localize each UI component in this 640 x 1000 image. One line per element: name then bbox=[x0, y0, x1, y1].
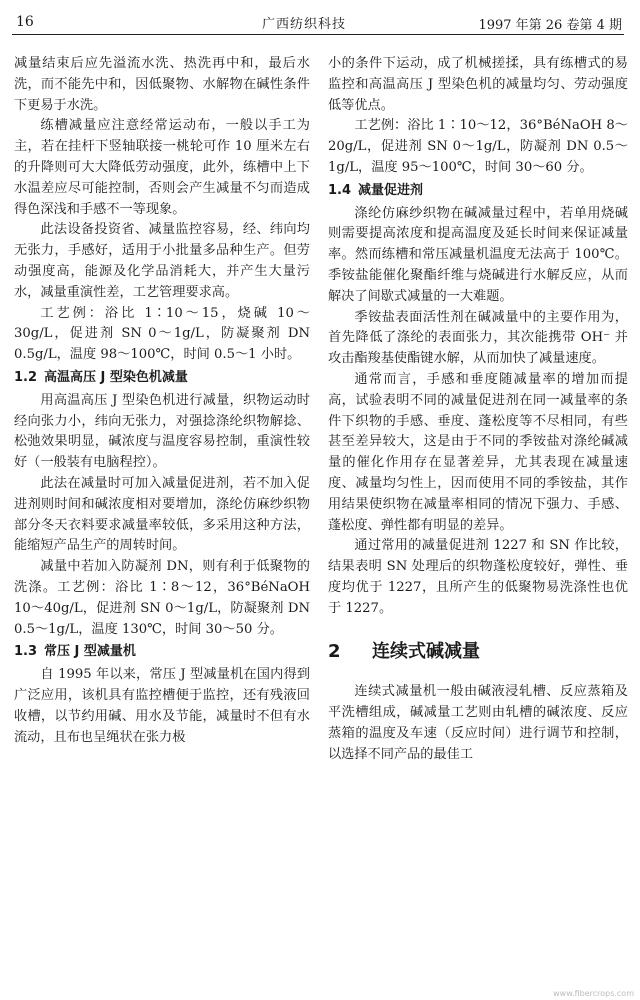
section-number: 1.4 bbox=[328, 182, 352, 198]
watermark: www.fibercrops.com bbox=[553, 989, 634, 998]
paragraph: 此法设备投资省、减量监控容易，经、纬向均无张力，手感好，适用于小批量多品种生产。但劳动强度高，能源及化学品消耗大，并产生大量污水，减量重演性差，工艺管理要求高。 bbox=[14, 222, 310, 300]
paragraph: 练槽减量应注意经常运动布，一般以手工为主，若在挂杆下竖轴联接一桃轮可作 10 厘米左右的升降则可大大降低劳动强度，此外，练槽中上下水温差应尽可能控制，否则会产生减量不匀而造成得色深浅和手感不一等现象。 bbox=[14, 118, 310, 217]
section-title: 高温高压 J 型染色机减量 bbox=[44, 369, 188, 385]
section-heading bbox=[328, 181, 628, 202]
section-number: 1.3 bbox=[14, 644, 38, 660]
paragraph: 涤纶仿麻纱织物在碱减量过程中，若单用烧碱则需要提高浓度和提高温度及延长时间来保证减量率。然而练槽和常压减量机温度无法高于 100℃。季铵盐能催化聚酯纤维与烧碱进行水解反应，从而解决了间歇式减量的一大难题。 bbox=[328, 205, 628, 304]
paragraph: 季铵盐表面活性剂在碱减量中的主要作用为，首先降低了涤纶的表面张力，其次能携带 OH⁻ 并攻击酯羧基使酯键水解，从而加快了减量速度。 bbox=[328, 309, 628, 367]
paragraph: 减量中若加入防凝剂 DN，则有利于低聚物的洗涤。工艺例：浴比 1∶8～12，36°BéNaOH 10～40g/L，促进剂 SN 0～1g/L，防凝聚剂 DN 0.5～1g/L，温度 130℃，时间 30～50 分。 bbox=[14, 559, 310, 637]
section-heading bbox=[14, 368, 310, 389]
running-header bbox=[12, 6, 624, 35]
paragraph: 自 1995 年以来，常压 J 型减量机在国内得到广泛应用，该机具有监控槽便于监控，还有残液回收槽，以节约用碱、用水及节能，减量时不但有水流动，且布也呈绳状在张力极 bbox=[14, 667, 310, 745]
journal-name: 广西纺织科技 bbox=[262, 17, 347, 32]
paragraph: 连续式减量机一般由碱液浸轧槽、反应蒸箱及平洗槽组成，碱减量工艺则由轧槽的碱浓度、反应蒸箱的温度及车速（反应时间）进行调节和控制，以选择不同产品的最佳工 bbox=[328, 684, 628, 762]
section-heading bbox=[14, 642, 310, 663]
paragraph: 通过常用的减量促进剂 1227 和 SN 作比较，结果表明 SN 处理后的织物蓬松度较好，弹性、垂度均优于 1227，且所产生的低聚物易洗涤性也优于 1227。 bbox=[328, 538, 628, 616]
paragraph: 用高温高压 J 型染色机进行减量，织物运动时经向张力小，纬向无张力，对强捻涤纶织物解捻、松弛效果明显，碱浓度与温度容易控制，重演性较好（一般装有电脑程控）。 bbox=[14, 392, 310, 471]
section-number: 2 bbox=[328, 640, 341, 662]
right-column bbox=[328, 54, 628, 766]
paragraph: 通常而言，手感和垂度随减量率的增加而提高，试验表明不同的减量促进剂在同一减量率的条件下织物的手感、垂度、蓬松度等不尽相同，有些甚至差异较大，这是由于不同的季铵盐对涤纶碱减量的催化作用存在显著差异，尤其表现在减量速度、减量均匀性上，因而使用不同的季铵盐，其作用结果使织物在减量率相同的情况下强力、手感、蓬松度、弹性都有明显的差异。 bbox=[328, 371, 628, 533]
paragraph: 工艺例：浴比 1∶10～12，36°BéNaOH 8～20g/L，促进剂 SN 0～1g/L，防凝剂 DN 0.5～1g/L，温度 95～100℃，时间 30～60 分。 bbox=[328, 118, 628, 175]
paragraph: 此法在减量时可加入减量促进剂，若不加入促进剂则时间和碱浓度相对要增加，涤纶仿麻纱织物部分冬天衣料要求减量率较低，多采用这种方法，能缩短产品生产的周转时间。 bbox=[14, 475, 310, 554]
page-number: 16 bbox=[16, 14, 34, 30]
paragraph: 减量结束后应先溢流水洗、热洗再中和，最后水洗，而不能先中和，因低聚物、水解物在碱性条件下更易于水洗。 bbox=[14, 56, 310, 113]
paragraph: 小的条件下运动，成了机械搓揉，具有练槽式的易监控和高温高压 J 型染色机的减量均匀、劳动强度低等优点。 bbox=[328, 56, 628, 113]
paragraph: 工艺例：浴比 1∶10～15，烧碱 10～30g/L，促进剂 SN 0～1g/L，防凝聚剂 DN 0.5g/L，温度 98～100℃，时间 0.5～1 小时。 bbox=[14, 305, 310, 363]
section-heading bbox=[328, 642, 628, 663]
left-column bbox=[14, 54, 310, 748]
section-title: 连续式碱减量 bbox=[372, 640, 480, 662]
section-title: 常压 J 型减量机 bbox=[44, 644, 136, 660]
section-title: 减量促进剂 bbox=[358, 182, 424, 198]
issue-info: 1997 年第 26 卷第 4 期 bbox=[478, 18, 622, 33]
section-number: 1.2 bbox=[14, 369, 38, 385]
